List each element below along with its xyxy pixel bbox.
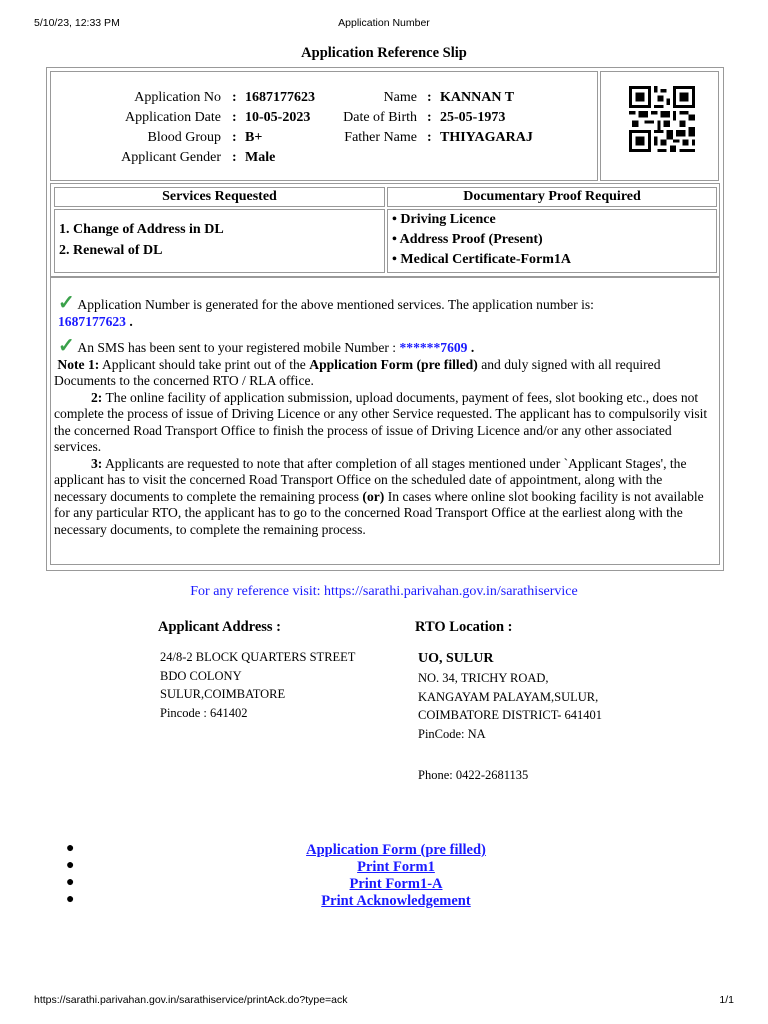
blood-group-value: B+ [245, 130, 263, 145]
action-links-list [60, 842, 760, 910]
app-date-value: 10-05-2023 [245, 110, 311, 125]
bullet-icon: ● [66, 892, 75, 907]
colon: : [427, 110, 432, 125]
mobile-number: ******7609 [399, 340, 468, 355]
address-pincode: Pincode : 641402 [160, 705, 248, 720]
colon: : [232, 150, 237, 165]
services-requested-cell [54, 209, 385, 273]
checkmark-icon: ✓ [58, 292, 75, 314]
service-item: 1. Change of Address in DL [59, 222, 224, 237]
proof-item: • Medical Certificate-Form1A [392, 252, 572, 267]
rto-line: KANGAYAM PALAYAM,SULUR, [418, 689, 599, 704]
print-datetime: 5/10/23, 12:33 PM [34, 17, 120, 29]
father-label: Father Name [344, 130, 417, 145]
rto-address [418, 649, 602, 785]
sms-notice: ✓ An SMS has been sent to your registered mobile Number : ******7609 . [58, 335, 475, 357]
rto-pincode: PinCode: NA [418, 726, 486, 741]
note-3: 3: Applicants are requested to note that after completion of all stages mentioned under `Applicant Stages', the applicant has to visit the concerned Road Transport Office on the scheduled date of appointment, along with the necessary documents to complete the remaining process (or) In cases where online slot booking facility is not available for any particular RTO, the applicant has to go to the concerned Road Transport Office at the earliest along with the necessary documents, to complete the remaining process. [54, 455, 704, 537]
qr-code-icon [627, 86, 697, 152]
app-no-value: 1687177623 [245, 90, 315, 105]
bullet-icon: ● [66, 841, 75, 856]
app-date-label: Application Date [124, 110, 221, 125]
colon: : [232, 130, 237, 145]
applicant-details-box [50, 71, 598, 181]
applicant-address-heading: Applicant Address : [158, 619, 282, 635]
colon: : [427, 130, 432, 145]
proof-item: • Address Proof (Present) [392, 232, 543, 247]
rto-phone: Phone: 0422-2681135 [418, 768, 529, 782]
qr-code-box [600, 71, 719, 181]
name-value: KANNAN T [440, 90, 515, 105]
slip-outer-frame [46, 67, 724, 571]
service-item: 2. Renewal of DL [59, 243, 163, 258]
proof-required-cell [387, 209, 717, 273]
dob-label: Date of Birth [343, 110, 417, 125]
list-item [60, 893, 760, 910]
print-acknowledgement-link[interactable]: Print Acknowledgement [321, 893, 471, 909]
rto-name: UO, SULUR [418, 651, 494, 666]
dob-value: 25-05-1973 [440, 110, 506, 125]
notes-content [54, 292, 714, 538]
list-item [60, 876, 760, 893]
bullet-icon: ● [66, 875, 75, 890]
colon: : [427, 90, 432, 105]
list-item [60, 842, 760, 859]
proof-header: Documentary Proof Required [387, 187, 717, 207]
rto-line: COIMBATORE DISTRICT- 641401 [418, 708, 603, 722]
note-2: 2: The online facility of application submission, upload documents, payment of fees, slot booking etc., does not complete the process of issue of Driving Licence or any other Service requested. The applicant has to compulsorily visit the concerned Road Transport Office to finish the process of issue of Driving Licence and/or any other associated services. [54, 389, 708, 454]
father-value: THIYAGARAJ [440, 130, 533, 145]
services-header: Services Requested [54, 187, 385, 207]
slip-title: Application Reference Slip [301, 45, 467, 61]
application-form-link[interactable]: Application Form (pre filled) [306, 842, 486, 858]
gender-label: Applicant Gender [121, 150, 221, 165]
colon: : [232, 110, 237, 125]
name-label: Name [383, 90, 417, 105]
proof-item: • Driving Licence [392, 212, 496, 227]
print-footer-url: https://sarathi.parivahan.gov.in/sarathiservice/printAck.do?type=ack [34, 994, 348, 1006]
bullet-icon: ● [66, 858, 75, 873]
note-1: Note 1: Applicant should take print out of the Application Form (pre filled) and duly signed with all required Documents to the concerned RTO / RLA office. [54, 356, 661, 388]
list-item [60, 859, 760, 876]
print-form1a-link[interactable]: Print Form1-A [349, 876, 443, 892]
address-line: 24/8-2 BLOCK QUARTERS STREET [160, 650, 356, 664]
rto-location-heading: RTO Location : [415, 619, 513, 635]
app-number-notice: ✓ Application Number is generated for the above mentioned services. The application number is: 1687177623 . [58, 292, 594, 329]
print-footer-page: 1/1 [719, 994, 734, 1006]
colon: : [232, 90, 237, 105]
address-line: SULUR,COIMBATORE [160, 687, 286, 701]
notes-box [50, 277, 720, 565]
gender-value: Male [245, 150, 276, 165]
reference-link-text[interactable]: For any reference visit: https://sarathi.parivahan.gov.in/sarathiservice [190, 584, 578, 599]
address-line: BDO COLONY [160, 668, 242, 683]
app-no-label: Application No [134, 90, 221, 105]
notice-app-number: 1687177623 [58, 313, 126, 329]
rto-line: NO. 34, TRICHY ROAD, [418, 671, 549, 685]
blood-group-label: Blood Group [147, 130, 221, 145]
services-table [50, 183, 720, 277]
checkmark-icon: ✓ [58, 335, 75, 357]
print-form1-link[interactable]: Print Form1 [357, 859, 435, 875]
applicant-address [160, 648, 355, 722]
print-page-title: Application Number [338, 17, 430, 29]
